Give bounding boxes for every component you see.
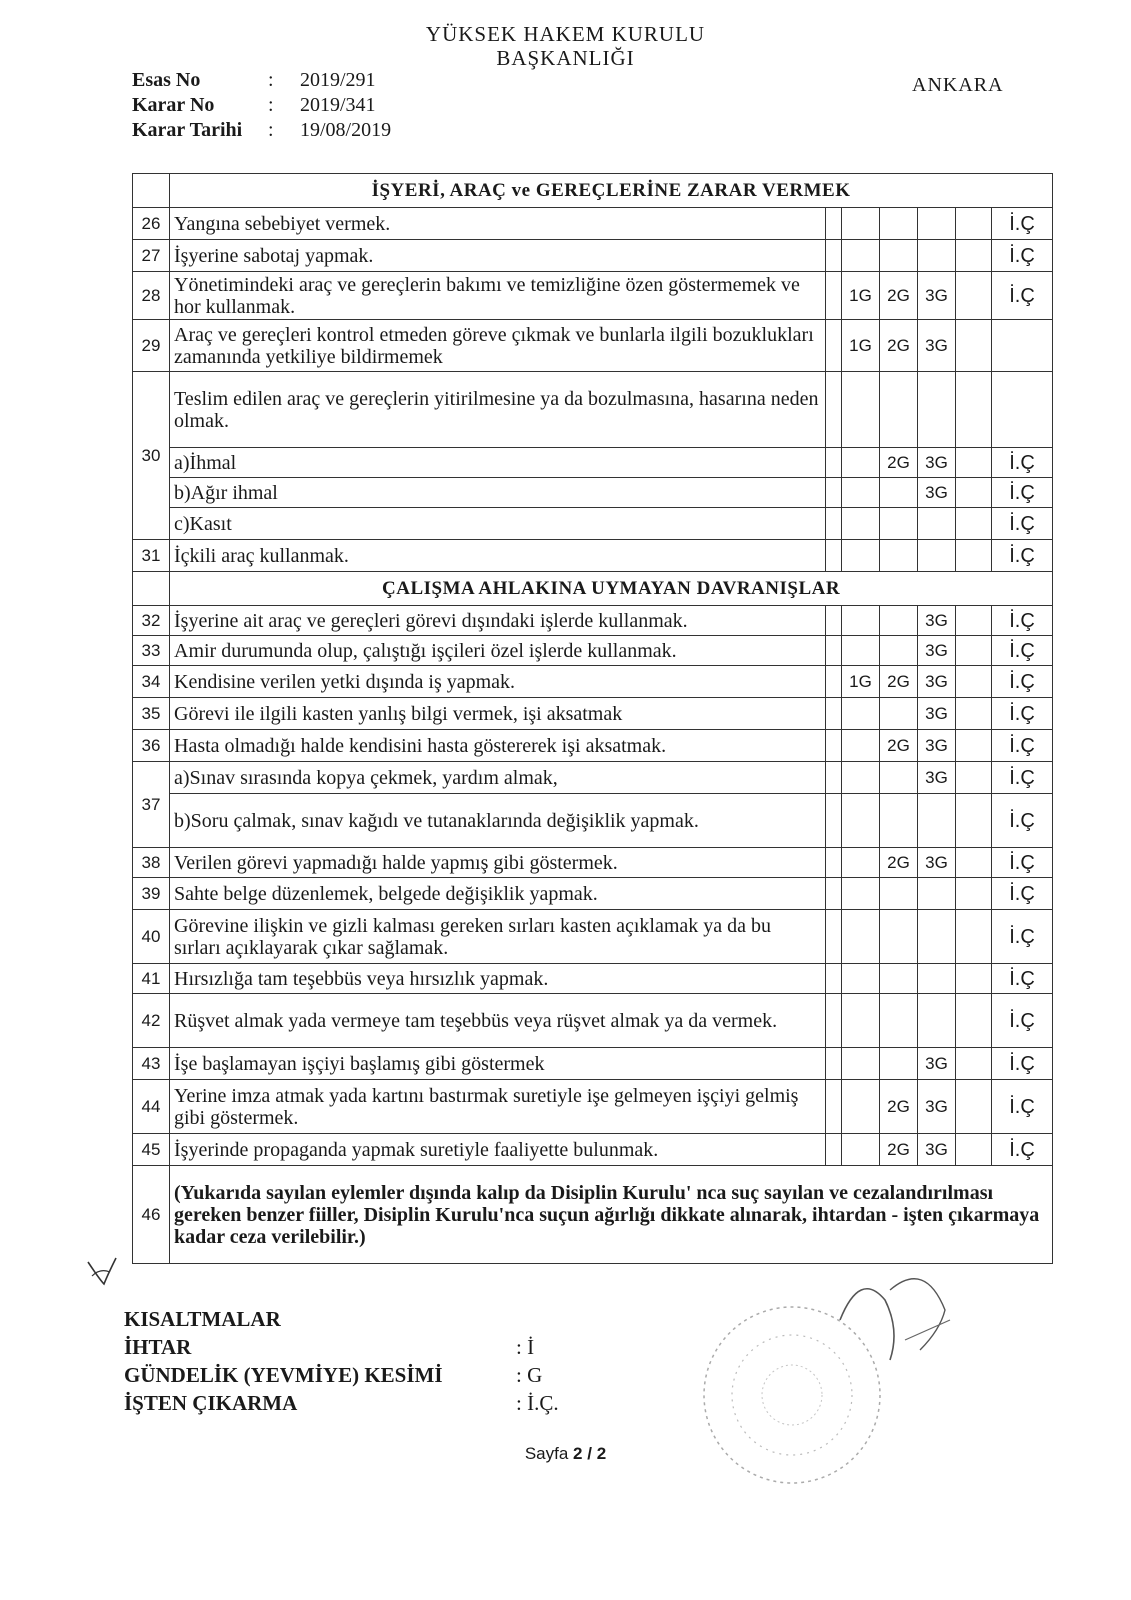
row-number: 30 [133, 372, 170, 540]
penalty-1: 1G [842, 666, 880, 698]
row-number: 43 [133, 1048, 170, 1080]
note-row [133, 1166, 1053, 1264]
penalty-spacer-cell [826, 508, 842, 540]
penalty-2 [880, 878, 918, 910]
meta-karar-tarihi [132, 118, 391, 143]
row-description: Görevine ilişkin ve gizli kalması gereken sırları kasten açıklamak ya da bu sırları açıklayarak çıkar sağlamak. [170, 910, 826, 964]
table-row [133, 208, 1053, 240]
row-description: Amir durumunda olup, çalıştığı işçileri özel işlerde kullanmak. [170, 636, 826, 666]
penalty-1 [842, 1080, 880, 1134]
abbreviation-label: İŞTEN ÇIKARMA [124, 1391, 298, 1415]
penalty-3 [918, 508, 956, 540]
row-number: 38 [133, 848, 170, 878]
row-number: 45 [133, 1134, 170, 1166]
table-row [133, 272, 1053, 320]
row-number: 41 [133, 964, 170, 994]
penalty-2: 2G [880, 666, 918, 698]
penalty-3 [918, 794, 956, 848]
penalty-empty-cell [956, 848, 992, 878]
dismissal-penalty: İ.Ç [992, 240, 1053, 272]
penalty-empty-cell [956, 1134, 992, 1166]
penalty-empty-cell [956, 508, 992, 540]
table-row [133, 794, 1053, 848]
row-description: İşyerine ait araç ve gereçleri görevi dışındaki işlerde kullanmak. [170, 606, 826, 636]
penalty-3 [918, 878, 956, 910]
dismissal-penalty: İ.Ç [992, 910, 1053, 964]
row-description: Sahte belge düzenlemek, belgede değişiklik yapmak. [170, 878, 826, 910]
table-row [133, 762, 1053, 794]
penalty-empty-cell [956, 1080, 992, 1134]
row-description: İşe başlamayan işçiyi başlamış gibi göstermek [170, 1048, 826, 1080]
penalty-3: 3G [918, 666, 956, 698]
table-row [133, 730, 1053, 762]
penalty-1 [842, 606, 880, 636]
penalty-spacer-cell [826, 320, 842, 372]
dismissal-penalty: İ.Ç [992, 762, 1053, 794]
penalty-spacer-cell [826, 964, 842, 994]
row-description: Hasta olmadığı halde kendisini hasta göstererek işi aksatmak. [170, 730, 826, 762]
row-number: 37 [133, 762, 170, 848]
meta-sep: : [268, 94, 274, 116]
penalty-2 [880, 636, 918, 666]
penalty-empty-cell [956, 448, 992, 478]
penalty-3: 3G [918, 1080, 956, 1134]
penalty-empty-cell [956, 994, 992, 1048]
penalty-2 [880, 910, 918, 964]
penalty-1 [842, 1048, 880, 1080]
penalty-2 [880, 540, 918, 572]
row-number: 34 [133, 666, 170, 698]
table-row [133, 1048, 1053, 1080]
row-number: 26 [133, 208, 170, 240]
row-description: Hırsızlığa tam teşebbüs veya hırsızlık yapmak. [170, 964, 826, 994]
table-row [133, 1134, 1053, 1166]
penalty-2 [880, 762, 918, 794]
dismissal-penalty: İ.Ç [992, 478, 1053, 508]
penalty-1 [842, 762, 880, 794]
penalty-3 [918, 240, 956, 272]
penalty-3 [918, 910, 956, 964]
row-number: 39 [133, 878, 170, 910]
penalty-spacer-cell [826, 910, 842, 964]
penalty-2 [880, 964, 918, 994]
penalty-3 [918, 540, 956, 572]
penalty-empty-cell [956, 878, 992, 910]
penalty-spacer-cell [826, 698, 842, 730]
penalty-spacer-cell [826, 1134, 842, 1166]
penalty-empty-cell [956, 730, 992, 762]
penalty-empty-cell [956, 478, 992, 508]
abbreviations [124, 1305, 559, 1417]
page-total: 2 [596, 1444, 607, 1463]
penalty-3: 3G [918, 272, 956, 320]
row-description: Yönetimindeki araç ve gereçlerin bakımı ve temizliğine özen göstermemek ve hor kullanmak. [170, 272, 826, 320]
penalty-spacer-cell [826, 448, 842, 478]
abbreviation-value: : İ.Ç. [516, 1391, 559, 1415]
table-row [133, 994, 1053, 1048]
section-title: ÇALIŞMA AHLAKINA UYMAYAN DAVRANIŞLAR [170, 572, 1053, 606]
row-description: Araç ve gereçleri kontrol etmeden göreve çıkmak ve bunlarla ilgili bozuklukları zamanında yetkiliye bildirmemek [170, 320, 826, 372]
penalty-2 [880, 372, 918, 448]
dismissal-penalty: İ.Ç [992, 666, 1053, 698]
penalty-3: 3G [918, 448, 956, 478]
dismissal-penalty [992, 320, 1053, 372]
table-row [133, 372, 1053, 448]
penalty-table [132, 173, 1053, 1264]
meta-esas-no [132, 68, 391, 93]
penalty-1 [842, 540, 880, 572]
signature [830, 1250, 960, 1370]
section-header-row [133, 572, 1053, 606]
abbreviation-value: : İ [516, 1335, 535, 1359]
dismissal-penalty: İ.Ç [992, 994, 1053, 1048]
penalty-empty-cell [956, 698, 992, 730]
row-description: a)İhmal [170, 448, 826, 478]
case-meta [132, 68, 391, 143]
table-row [133, 606, 1053, 636]
row-description: b)Ağır ihmal [170, 478, 826, 508]
page-number [0, 1444, 1131, 1464]
penalty-3: 3G [918, 478, 956, 508]
penalty-spacer-cell [826, 794, 842, 848]
dismissal-penalty: İ.Ç [992, 878, 1053, 910]
row-number: 35 [133, 698, 170, 730]
penalty-2 [880, 794, 918, 848]
table-row [133, 910, 1053, 964]
penalty-2: 2G [880, 448, 918, 478]
row-number: 40 [133, 910, 170, 964]
penalty-spacer-cell [826, 272, 842, 320]
penalty-spacer-cell [826, 730, 842, 762]
penalty-1 [842, 994, 880, 1048]
penalty-spacer-cell [826, 848, 842, 878]
penalty-3: 3G [918, 730, 956, 762]
row-number: 33 [133, 636, 170, 666]
row-description: Yerine imza atmak yada kartını bastırmak suretiyle işe gelmeyen işçiyi gelmiş gibi göstermek. [170, 1080, 826, 1134]
penalty-2 [880, 698, 918, 730]
penalty-1 [842, 698, 880, 730]
row-number: 31 [133, 540, 170, 572]
table-row [133, 540, 1053, 572]
row-number: 42 [133, 994, 170, 1048]
penalty-2 [880, 994, 918, 1048]
row-description: Rüşvet almak yada vermeye tam teşebbüs veya rüşvet almak ya da vermek. [170, 994, 826, 1048]
row-description: İşyerinde propaganda yapmak suretiyle faaliyette bulunmak. [170, 1134, 826, 1166]
penalty-3: 3G [918, 320, 956, 372]
penalty-1 [842, 478, 880, 508]
penalty-1 [842, 794, 880, 848]
dismissal-penalty: İ.Ç [992, 448, 1053, 478]
penalty-empty-cell [956, 1048, 992, 1080]
row-number: 32 [133, 606, 170, 636]
penalty-spacer-cell [826, 666, 842, 698]
penalty-spacer-cell [826, 240, 842, 272]
penalty-empty-cell [956, 606, 992, 636]
penalty-spacer-cell [826, 208, 842, 240]
penalty-1 [842, 636, 880, 666]
abbreviations-title: KISALTMALAR [124, 1307, 281, 1331]
row-description: c)Kasıt [170, 508, 826, 540]
page-prefix: Sayfa [524, 1444, 569, 1463]
institution-subtitle: BAŞKANLIĞI [496, 46, 635, 70]
table-row [133, 964, 1053, 994]
penalty-3: 3G [918, 848, 956, 878]
dismissal-penalty: İ.Ç [992, 964, 1053, 994]
dismissal-penalty: İ.Ç [992, 208, 1053, 240]
city: ANKARA [912, 74, 1004, 96]
penalty-spacer-cell [826, 762, 842, 794]
abbreviation-label: GÜNDELİK (YEVMİYE) KESİMİ [124, 1363, 443, 1387]
meta-value: 2019/341 [300, 94, 376, 116]
penalty-1 [842, 910, 880, 964]
abbreviation-item [124, 1361, 559, 1389]
abbreviation-item [124, 1389, 559, 1417]
row-description: b)Soru çalmak, sınav kağıdı ve tutanaklarında değişiklik yapmak. [170, 794, 826, 848]
abbreviation-item [124, 1333, 559, 1361]
table-row [133, 1080, 1053, 1134]
penalty-1 [842, 372, 880, 448]
penalty-1 [842, 878, 880, 910]
penalty-2 [880, 240, 918, 272]
meta-value: 19/08/2019 [300, 119, 392, 141]
penalty-spacer-cell [826, 540, 842, 572]
penalty-3: 3G [918, 636, 956, 666]
table-row [133, 240, 1053, 272]
penalty-spacer-cell [826, 1080, 842, 1134]
meta-label: Karar Tarihi [132, 119, 243, 141]
penalty-2: 2G [880, 730, 918, 762]
page-current: 2 [573, 1444, 583, 1463]
table-row [133, 508, 1053, 540]
penalty-1 [842, 964, 880, 994]
penalty-empty-cell [956, 910, 992, 964]
penalty-1 [842, 848, 880, 878]
row-description: a)Sınav sırasında kopya çekmek, yardım almak, [170, 762, 826, 794]
penalty-empty-cell [956, 240, 992, 272]
penalty-empty-cell [956, 208, 992, 240]
meta-sep: : [268, 69, 274, 91]
meta-value: 2019/291 [300, 69, 376, 91]
penalty-empty-cell [956, 794, 992, 848]
dismissal-penalty: İ.Ç [992, 698, 1053, 730]
penalty-2 [880, 208, 918, 240]
table-row [133, 698, 1053, 730]
penalty-2 [880, 606, 918, 636]
row-description: İçkili araç kullanmak. [170, 540, 826, 572]
penalty-1 [842, 508, 880, 540]
abbreviation-value: : G [516, 1363, 543, 1387]
meta-karar-no [132, 93, 391, 118]
penalty-2: 2G [880, 848, 918, 878]
penalty-3 [918, 208, 956, 240]
penalty-empty-cell [956, 372, 992, 448]
dismissal-penalty: İ.Ç [992, 508, 1053, 540]
penalty-3: 3G [918, 698, 956, 730]
dismissal-penalty [992, 372, 1053, 448]
penalty-1 [842, 208, 880, 240]
meta-label: Esas No [132, 69, 201, 91]
section-number-cell [133, 572, 170, 606]
row-number: 44 [133, 1080, 170, 1134]
section-number-cell [133, 174, 170, 208]
penalty-1 [842, 448, 880, 478]
penalty-3: 3G [918, 1048, 956, 1080]
dismissal-penalty: İ.Ç [992, 794, 1053, 848]
penalty-empty-cell [956, 540, 992, 572]
page-sep: / [582, 1444, 597, 1463]
penalty-3 [918, 994, 956, 1048]
penalty-1: 1G [842, 272, 880, 320]
penalty-2: 2G [880, 272, 918, 320]
dismissal-penalty: İ.Ç [992, 848, 1053, 878]
table-row [133, 320, 1053, 372]
row-description: Verilen görevi yapmadığı halde yapmış gibi göstermek. [170, 848, 826, 878]
penalty-spacer-cell [826, 606, 842, 636]
penalty-1 [842, 240, 880, 272]
penalty-spacer-cell [826, 372, 842, 448]
row-description: Teslim edilen araç ve gereçlerin yitirilmesine ya da bozulmasına, hasarına neden olmak. [170, 372, 826, 448]
row-number: 28 [133, 272, 170, 320]
row-description: Kendisine verilen yetki dışında iş yapmak. [170, 666, 826, 698]
section-title: İŞYERİ, ARAÇ ve GEREÇLERİNE ZARAR VERMEK [170, 174, 1053, 208]
row-number: 46 [133, 1166, 170, 1264]
margin-tick-mark [82, 1250, 122, 1290]
dismissal-penalty: İ.Ç [992, 606, 1053, 636]
dismissal-penalty: İ.Ç [992, 636, 1053, 666]
row-number: 27 [133, 240, 170, 272]
penalty-2: 2G [880, 320, 918, 372]
penalty-3: 3G [918, 606, 956, 636]
penalty-empty-cell [956, 666, 992, 698]
penalty-2 [880, 1048, 918, 1080]
dismissal-penalty: İ.Ç [992, 540, 1053, 572]
meta-sep: : [268, 119, 274, 141]
penalty-3 [918, 372, 956, 448]
meta-label: Karar No [132, 94, 215, 116]
institution-title: YÜKSEK HAKEM KURULU [425, 22, 706, 46]
dismissal-penalty: İ.Ç [992, 1080, 1053, 1134]
penalty-spacer-cell [826, 1048, 842, 1080]
row-description: İşyerine sabotaj yapmak. [170, 240, 826, 272]
penalty-3: 3G [918, 762, 956, 794]
dismissal-penalty: İ.Ç [992, 1048, 1053, 1080]
abbreviation-label: İHTAR [124, 1335, 192, 1359]
penalty-spacer-cell [826, 878, 842, 910]
table-row [133, 478, 1053, 508]
dismissal-penalty: İ.Ç [992, 272, 1053, 320]
penalty-empty-cell [956, 320, 992, 372]
penalty-2: 2G [880, 1080, 918, 1134]
table-row [133, 636, 1053, 666]
table-row [133, 666, 1053, 698]
penalty-empty-cell [956, 272, 992, 320]
table-row [133, 848, 1053, 878]
row-description: Görevi ile ilgili kasten yanlış bilgi vermek, işi aksatmak [170, 698, 826, 730]
penalty-1: 1G [842, 320, 880, 372]
penalty-3 [918, 964, 956, 994]
penalty-empty-cell [956, 636, 992, 666]
penalty-empty-cell [956, 762, 992, 794]
penalty-3: 3G [918, 1134, 956, 1166]
table-row [133, 448, 1053, 478]
penalty-empty-cell [956, 964, 992, 994]
section-header-row [133, 174, 1053, 208]
penalty-1 [842, 1134, 880, 1166]
penalty-1 [842, 730, 880, 762]
row-number: 36 [133, 730, 170, 762]
penalty-2 [880, 478, 918, 508]
penalty-spacer-cell [826, 994, 842, 1048]
row-number: 29 [133, 320, 170, 372]
dismissal-penalty: İ.Ç [992, 730, 1053, 762]
row-description: Yangına sebebiyet vermek. [170, 208, 826, 240]
penalty-2 [880, 508, 918, 540]
penalty-spacer-cell [826, 478, 842, 508]
penalty-spacer-cell [826, 636, 842, 666]
table-row [133, 878, 1053, 910]
penalty-2: 2G [880, 1134, 918, 1166]
dismissal-penalty: İ.Ç [992, 1134, 1053, 1166]
general-note: (Yukarıda sayılan eylemler dışında kalıp da Disiplin Kurulu' nca suç sayılan ve cezalandırılması gereken benzer fiiller, Disiplin Kurulu'nca suçun ağırlığı dikkate alınarak, ihtardan - işten çıkarmaya kadar ceza verilebilir.) [170, 1166, 1053, 1264]
